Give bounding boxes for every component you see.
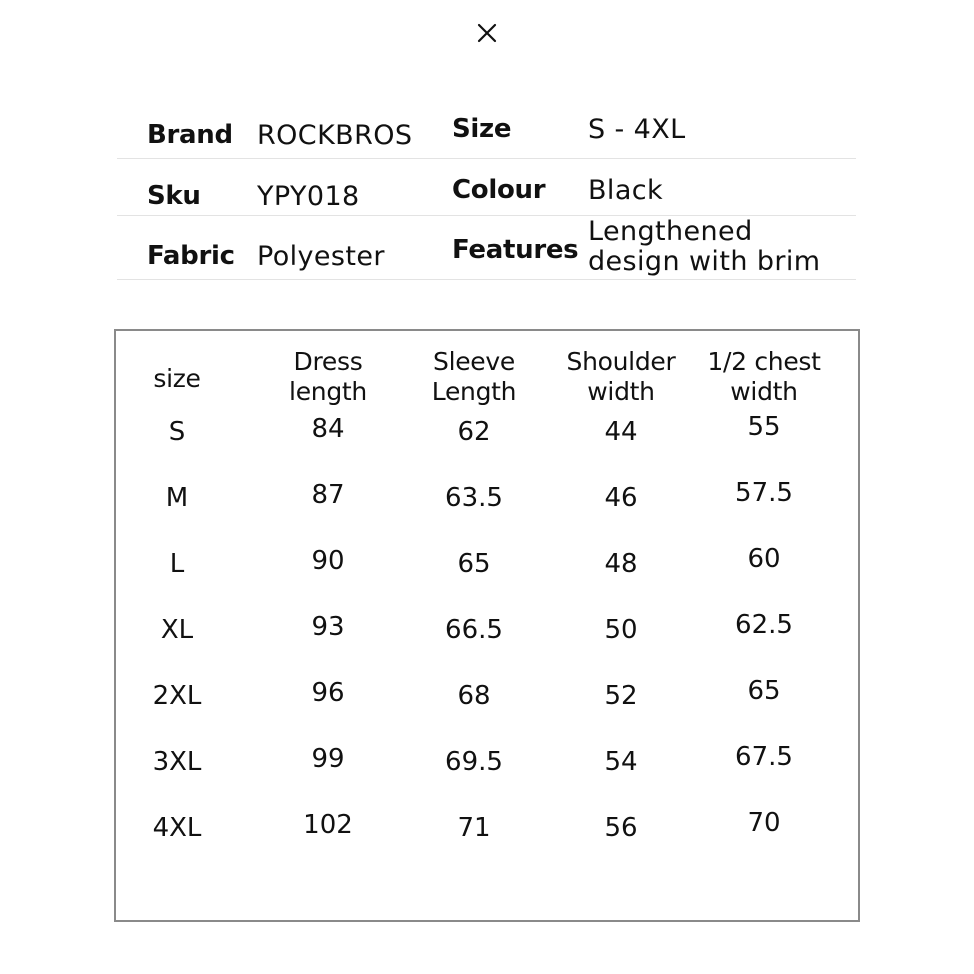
cell-dress-length: 87 (311, 480, 345, 510)
cell-chest-width: 55 (747, 412, 781, 442)
spec-label-features: Features (452, 235, 579, 265)
cell-shoulder-width: 44 (604, 417, 638, 447)
cell-dress-length: 93 (311, 612, 345, 642)
cell-size: 3XL (152, 747, 202, 777)
cell-chest-width: 57.5 (735, 478, 793, 508)
spec-value-fabric: Polyester (257, 241, 385, 272)
header-shoulder-width: Shoulder width (566, 347, 676, 406)
cell-shoulder-width: 52 (604, 681, 638, 711)
cell-sleeve-length: 66.5 (445, 615, 503, 645)
cell-size: 2XL (152, 681, 202, 711)
cell-chest-width: 67.5 (735, 742, 793, 772)
spec-value-sku: YPY018 (257, 181, 360, 212)
cell-shoulder-width: 56 (604, 813, 638, 843)
cell-dress-length: 90 (311, 546, 345, 576)
cell-shoulder-width: 48 (604, 549, 638, 579)
cell-size: M (165, 483, 189, 513)
spec-value-size: S - 4XL (588, 114, 686, 145)
spec-row (117, 100, 856, 159)
cell-dress-length: 84 (311, 414, 345, 444)
cell-shoulder-width: 54 (604, 747, 638, 777)
cell-dress-length: 102 (303, 810, 353, 840)
cell-size: 4XL (152, 813, 202, 843)
size-chart-table (114, 329, 860, 922)
cell-dress-length: 99 (311, 744, 345, 774)
cell-sleeve-length: 69.5 (445, 747, 503, 777)
cell-sleeve-length: 68 (457, 681, 491, 711)
cell-sleeve-length: 62 (457, 417, 491, 447)
cell-size: L (169, 549, 185, 579)
spec-label-fabric: Fabric (147, 241, 235, 271)
cell-size: S (168, 417, 186, 447)
cell-dress-length: 96 (311, 678, 345, 708)
cell-chest-width: 62.5 (735, 610, 793, 640)
spec-value-brand: ROCKBROS (257, 120, 413, 151)
header-size: size (153, 364, 201, 393)
header-sleeve-length: Sleeve Length (431, 347, 517, 406)
cell-chest-width: 70 (747, 808, 781, 838)
header-dress-length: Dress length (289, 347, 367, 406)
close-button[interactable] (472, 18, 502, 48)
spec-label-size: Size (452, 114, 512, 144)
spec-label-colour: Colour (452, 175, 546, 205)
spec-row (117, 159, 856, 216)
spec-label-brand: Brand (147, 120, 233, 150)
cell-chest-width: 65 (747, 676, 781, 706)
spec-value-features: Lengthened design with brim (588, 216, 821, 277)
cell-shoulder-width: 46 (604, 483, 638, 513)
cell-shoulder-width: 50 (604, 615, 638, 645)
cell-sleeve-length: 65 (457, 549, 491, 579)
cell-size: XL (160, 615, 194, 645)
close-icon (472, 18, 502, 48)
header-chest-width: 1/2 chest width (707, 347, 821, 406)
product-spec-table (117, 100, 856, 280)
spec-value-colour: Black (588, 175, 664, 206)
cell-sleeve-length: 63.5 (445, 483, 503, 513)
cell-chest-width: 60 (747, 544, 781, 574)
spec-row (117, 216, 856, 280)
spec-label-sku: Sku (147, 181, 201, 211)
cell-sleeve-length: 71 (457, 813, 491, 843)
